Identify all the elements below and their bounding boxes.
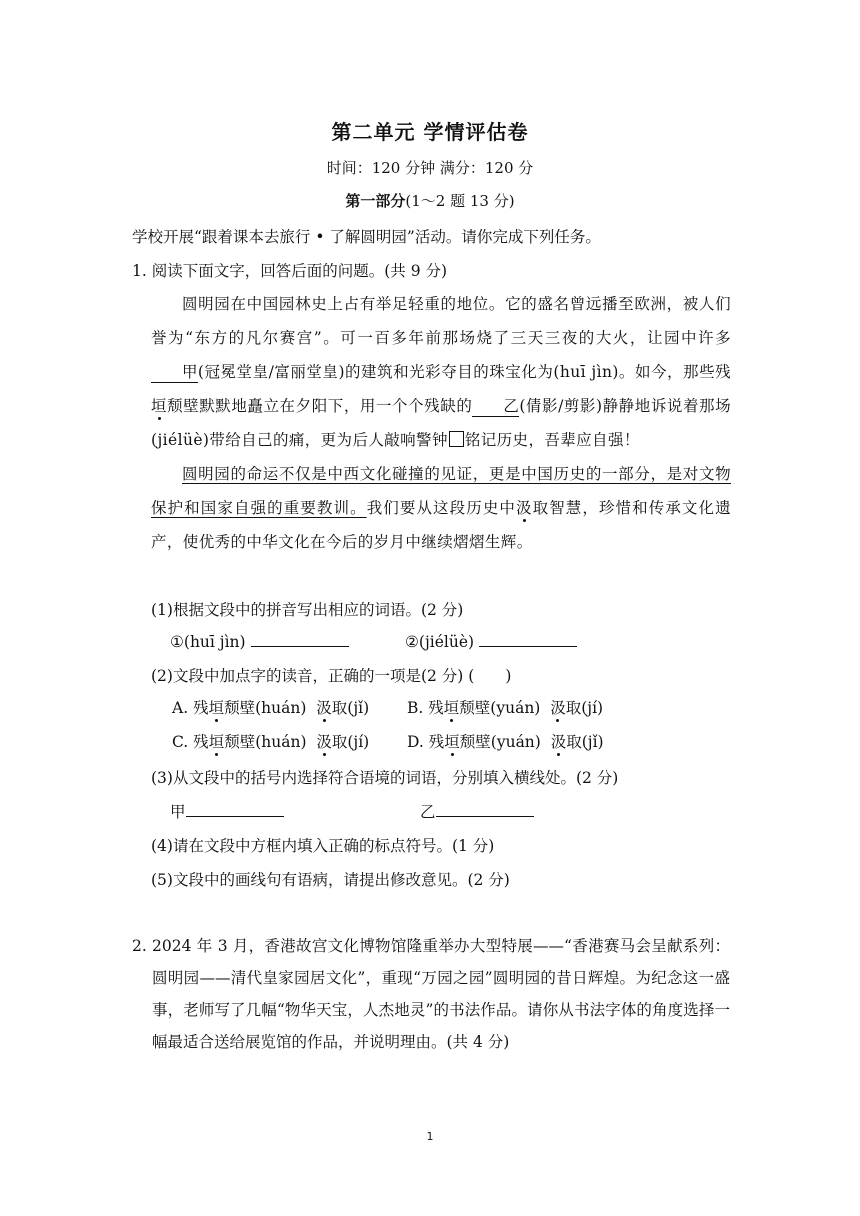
p1-text-d: (倩影/剪影)静静地诉说着那场(jiélüè)带给自己的痛，更为后人敲响警钟: [151, 397, 731, 449]
option-text: 颓壁(yuán): [459, 699, 541, 717]
dotted-char: 垣: [444, 733, 460, 751]
sub-question-4: (4)请在文段中方框内填入正确的标点符号。(1 分): [151, 837, 495, 855]
option-a[interactable]: [172, 696, 369, 718]
exam-meta: 时间：120 分钟 满分：120 分: [326, 159, 534, 177]
q1-stem: 1. 阅读下面文字，回答后面的问题。(共 9 分): [132, 262, 448, 280]
dotted-char: 汲: [550, 699, 566, 717]
option-key: C.: [172, 733, 189, 751]
option-text: 残: [428, 699, 444, 717]
sub3-jia-label: 甲: [170, 803, 186, 821]
sub-question-1: (1)根据文段中的拼音写出相应的词语。(2 分): [151, 601, 464, 619]
punctuation-box[interactable]: [449, 431, 464, 447]
option-text: 取(jí): [331, 733, 370, 751]
option-text: 颓壁(huán): [224, 733, 307, 751]
sub1-item-b: [405, 632, 577, 651]
option-text: 颓壁(yuán): [459, 733, 541, 751]
option-text: 残: [428, 733, 445, 751]
intro-text: 学校开展“跟着课本去旅行 • 了解圆明园”活动。请你完成下列任务。: [132, 228, 601, 246]
dotted-char: 汲: [550, 733, 567, 751]
option-text: 残: [193, 699, 209, 717]
p1-text-e: 铭记历史，吾辈应自强！: [464, 431, 640, 449]
answer-blank-jia[interactable]: [186, 802, 284, 817]
passage-paragraph-2: [151, 457, 731, 559]
option-key: B.: [407, 699, 424, 717]
part-range: (1～2 题 13 分): [405, 192, 515, 210]
sub1-a-label: ①(huī jìn): [170, 633, 246, 651]
underlined-sentence: 圆明园的命运不仅是中西文化碰撞的见证，更是中国历史的一部分，是对文物保护和国家自强的重要教训。: [151, 465, 731, 517]
answer-blank-yi[interactable]: [436, 802, 534, 817]
option-text: 取(jǐ): [331, 699, 370, 717]
blank-yi: 乙: [472, 396, 519, 417]
sub3-item-yi: [420, 800, 534, 822]
question-2: [132, 930, 730, 1058]
option-text: 取(jí): [565, 699, 604, 717]
passage-paragraph-1: [151, 287, 731, 457]
reading-passage: [151, 287, 731, 559]
answer-blank-jielue[interactable]: [479, 632, 577, 647]
option-text: 颓壁(huán): [224, 699, 307, 717]
dotted-char-yuan: 垣: [151, 397, 168, 415]
dotted-char: 垣: [208, 733, 225, 751]
option-c[interactable]: [172, 730, 369, 752]
option-b[interactable]: [407, 696, 603, 718]
sub-question-5: (5)文段中的画线句有语病，请提出修改意见。(2 分): [151, 871, 510, 889]
sub3-yi-label: 乙: [420, 803, 436, 821]
page-title: 第二单元 学情评估卷: [331, 120, 529, 144]
option-key: A.: [172, 699, 189, 717]
blank-jia: 甲: [151, 362, 198, 383]
p1-text-b: (冠冕堂皇/富丽堂皇)的建筑和光彩夺目的珠宝化为(huī jìn)。如今，那些残: [197, 363, 731, 381]
option-key: D.: [407, 733, 424, 751]
dotted-char: 汲: [316, 733, 332, 751]
sub-question-3: (3)从文段中的括号内选择符合语境的词语，分别填入横线处。(2 分): [151, 769, 619, 787]
sub1-item-a: [170, 632, 349, 651]
dotted-char: 汲: [316, 699, 332, 717]
option-text: 残: [193, 733, 209, 751]
p1-text-c: 颓壁默默地矗立在夕阳下，用一个个残缺的: [167, 397, 473, 415]
dotted-char: 垣: [208, 699, 225, 717]
dotted-char-ji: 汲: [516, 499, 533, 517]
p2-text-b: 取智慧，珍惜和传承文化遗产，使优秀的中华文化在今后的岁月中继续熠熠生辉。: [151, 499, 732, 551]
p1-text-a: 圆明园在中国园林史上占有举足轻重的地位。它的盛名曾远播至欧洲，被人们誉为“东方的凡尔赛宫”。可一百多年前那场烧了三天三夜的大火，让园中许多: [151, 295, 731, 347]
p2-text-a: 我们要从这段历史中: [366, 499, 517, 517]
sub-question-2: (2)文段中加点字的读音，正确的一项是(2 分) ( ): [151, 667, 512, 685]
part-label: 第一部分: [345, 192, 406, 210]
part-heading: [0, 190, 860, 211]
page-number: 1: [426, 1130, 434, 1143]
dotted-char: 垣: [443, 699, 460, 717]
q2-text: 2. 2024 年 3 月，香港故宫文化博物馆隆重举办大型特展——“香港赛马会呈献系列：圆明园——清代皇家园居文化”，重现“万园之园”圆明园的昔日辉煌。为纪念这一盛事，老师写了几幅“物华天宝，人杰地灵”的书法作品。请你从书法字体的角度选择一幅最适合送给展览馆的作品，并说明理由。(共 4 分): [132, 937, 730, 1051]
option-d[interactable]: [407, 730, 604, 752]
answer-blank-huijin[interactable]: [251, 632, 349, 647]
sub3-item-jia: [170, 800, 284, 822]
sub1-b-label: ②(jiélüè): [405, 633, 475, 651]
option-text: 取(jǐ): [566, 733, 604, 751]
